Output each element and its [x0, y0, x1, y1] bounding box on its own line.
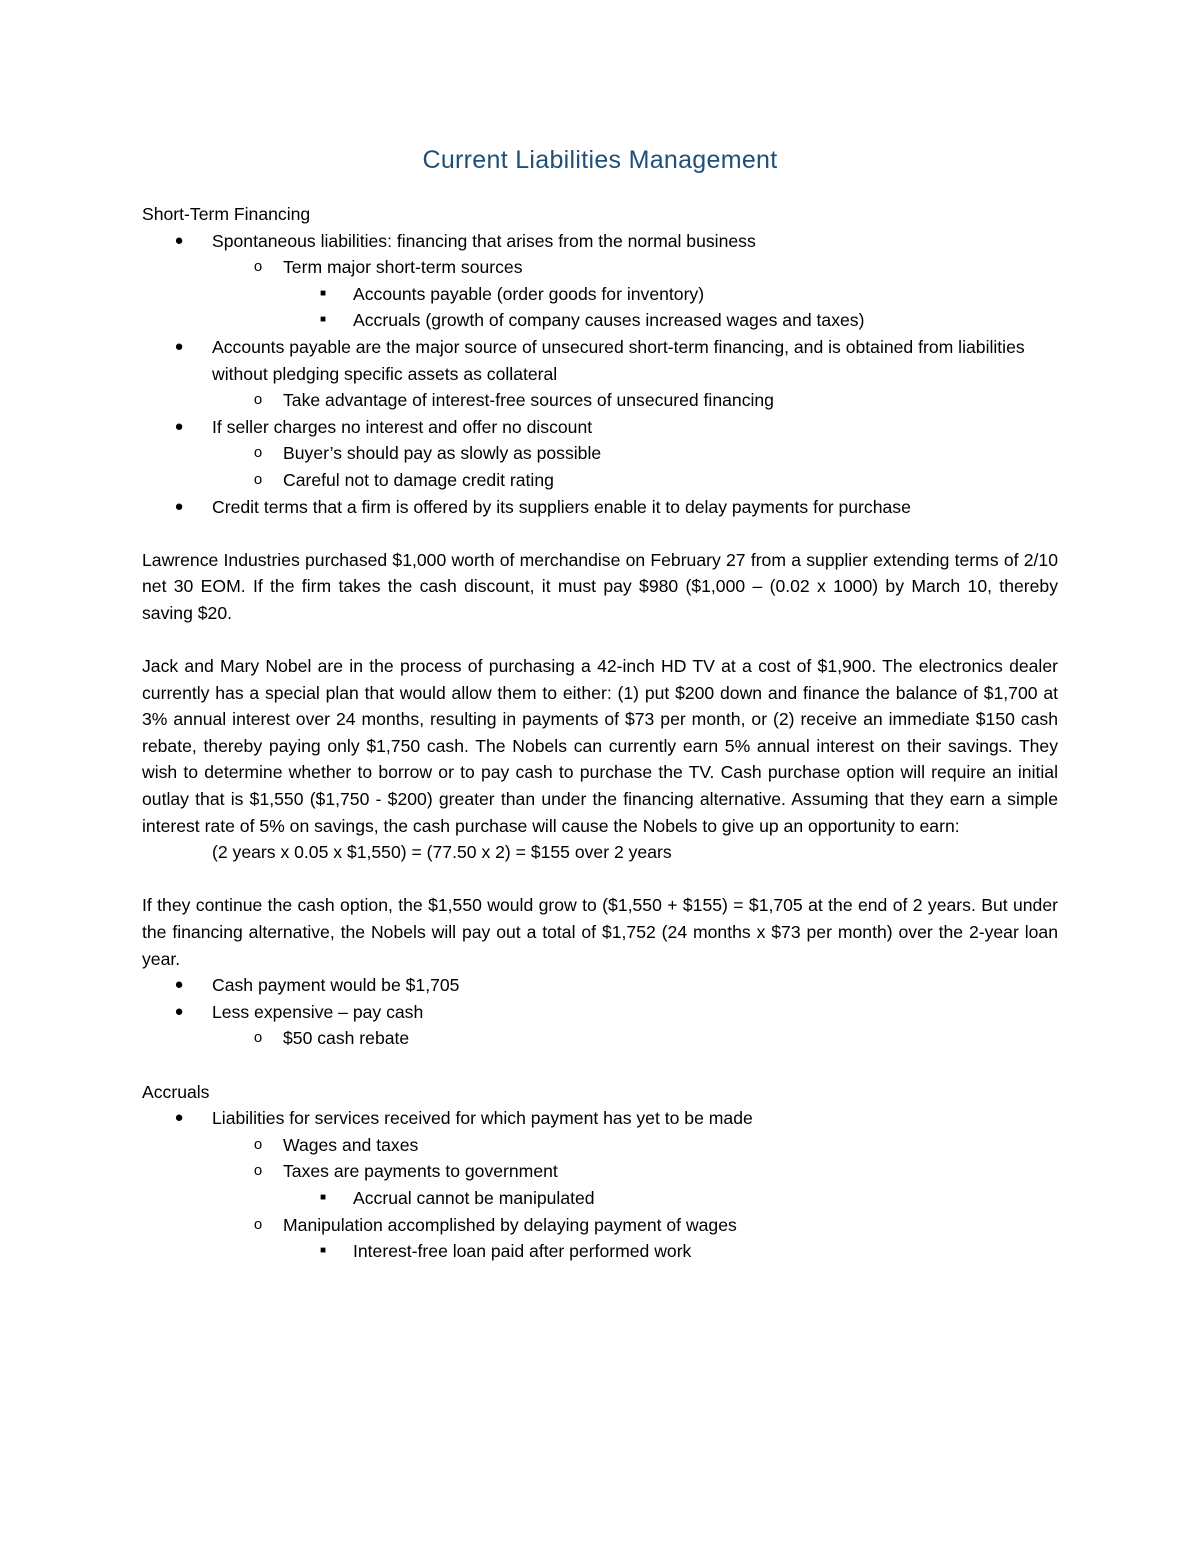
paragraph-nobel-purchase: Jack and Mary Nobel are in the process of purchasing a 42-inch HD TV at a cost of $1,900. The electronics dealer currently has a special plan that would allow them to either: (1) put $200 down and finance the balance of $1,700 at 3% annual interest over 24 months, resulting in payments of $73 per month, or (2) receive an immediate $150 cash rebate, thereby paying only $1,750 cash. The Nobels can currently earn 5% annual interest on their savings. They wish to determine whether to borrow or to pay cash to purchase the TV. Cash purchase option will require an initial outlay that is $1,550 ($1,750 - $200) greater than under the financing alternative. Assuming that they earn a simple interest rate of 5% on savings, the cash purchase will cause the Nobels to give up an opportunity to earn: [142, 656, 1058, 836]
paragraph-cash-option: If they continue the cash option, the $1,550 would grow to ($1,550 + $155) = $1,705 at the end of 2 years. But under the financing alternative, the Nobels will pay out a total of $1,752 (24 months x $73 per month) over the 2-year loan year. [142, 895, 1058, 969]
list-item: o $50 cash rebate [142, 1025, 1058, 1052]
spacer [142, 520, 1058, 547]
list-item: ■ Interest-free loan paid after performed work [142, 1238, 1058, 1265]
list-item: o Wages and taxes [142, 1132, 1058, 1159]
list-item: ● Less expensive – pay cash [142, 999, 1058, 1026]
list-item: ● Credit terms that a firm is offered by its suppliers enable it to delay payments for purchase [142, 494, 1058, 521]
bullet-icon: ● [174, 337, 184, 355]
page-title: Current Liabilities Management [422, 146, 778, 174]
circle-bullet-icon: o [253, 1215, 263, 1233]
short-term-financing-list [142, 228, 1058, 521]
bullet-icon: ● [174, 1002, 184, 1020]
list-item: ● Spontaneous liabilities: financing that arises from the normal business [142, 228, 1058, 255]
list-item: ● Cash payment would be $1,705 [142, 972, 1058, 999]
circle-bullet-icon: o [253, 1135, 263, 1153]
square-bullet-icon: ■ [319, 287, 327, 299]
cash-option-list [142, 972, 1058, 1052]
circle-bullet-icon: o [253, 470, 263, 488]
list-item: o Taxes are payments to government [142, 1158, 1058, 1185]
section-heading-accruals: Accruals [142, 1081, 210, 1102]
document-body [142, 201, 1058, 1265]
list-item: o Manipulation accomplished by delaying payment of wages [142, 1212, 1058, 1239]
circle-bullet-icon: o [253, 1029, 263, 1047]
circle-bullet-icon: o [253, 391, 263, 409]
list-item: ■ Accruals (growth of company causes increased wages and taxes) [142, 307, 1058, 334]
bullet-icon: ● [174, 976, 184, 994]
bullet-icon: ● [174, 1109, 184, 1127]
list-item: o Term major short-term sources [142, 254, 1058, 281]
accruals-list [142, 1105, 1058, 1265]
square-bullet-icon: ■ [319, 1245, 327, 1257]
spacer [142, 866, 1058, 893]
list-item: o Take advantage of interest-free sources of unsecured financing [142, 387, 1058, 414]
list-item: o Buyer’s should pay as slowly as possible [142, 440, 1058, 467]
list-item: ● Liabilities for services received for which payment has yet to be made [142, 1105, 1058, 1132]
circle-bullet-icon: o [253, 1162, 263, 1180]
bullet-icon: ● [174, 417, 184, 435]
list-item: ● Accounts payable are the major source of unsecured short-term financing, and is obtained from liabilities without pledging specific assets as collateral [142, 334, 1058, 387]
section-heading-short-term-financing: Short-Term Financing [142, 204, 311, 224]
bullet-icon: ● [174, 497, 184, 515]
spacer [142, 1052, 1058, 1079]
circle-bullet-icon: o [253, 258, 263, 276]
list-item: ■ Accounts payable (order goods for inventory) [142, 281, 1058, 308]
list-item: ● If seller charges no interest and offer no discount [142, 414, 1058, 441]
paragraph-lawrence-industries: Lawrence Industries purchased $1,000 worth of merchandise on February 27 from a supplier extending terms of 2/10 net 30 EOM. If the firm takes the cash discount, it must pay $980 ($1,000 – (0.02 x 1000) by March 10, thereby saving $20. [142, 549, 1058, 623]
formula-line: (2 years x 0.05 x $1,550) = (77.50 x 2) = $155 over 2 years [212, 842, 672, 863]
spacer [142, 627, 1058, 654]
list-item: o Careful not to damage credit rating [142, 467, 1058, 494]
list-item: ■ Accrual cannot be manipulated [142, 1185, 1058, 1212]
square-bullet-icon: ■ [319, 314, 327, 326]
bullet-icon: ● [174, 231, 184, 249]
square-bullet-icon: ■ [319, 1191, 327, 1203]
circle-bullet-icon: o [253, 444, 263, 462]
